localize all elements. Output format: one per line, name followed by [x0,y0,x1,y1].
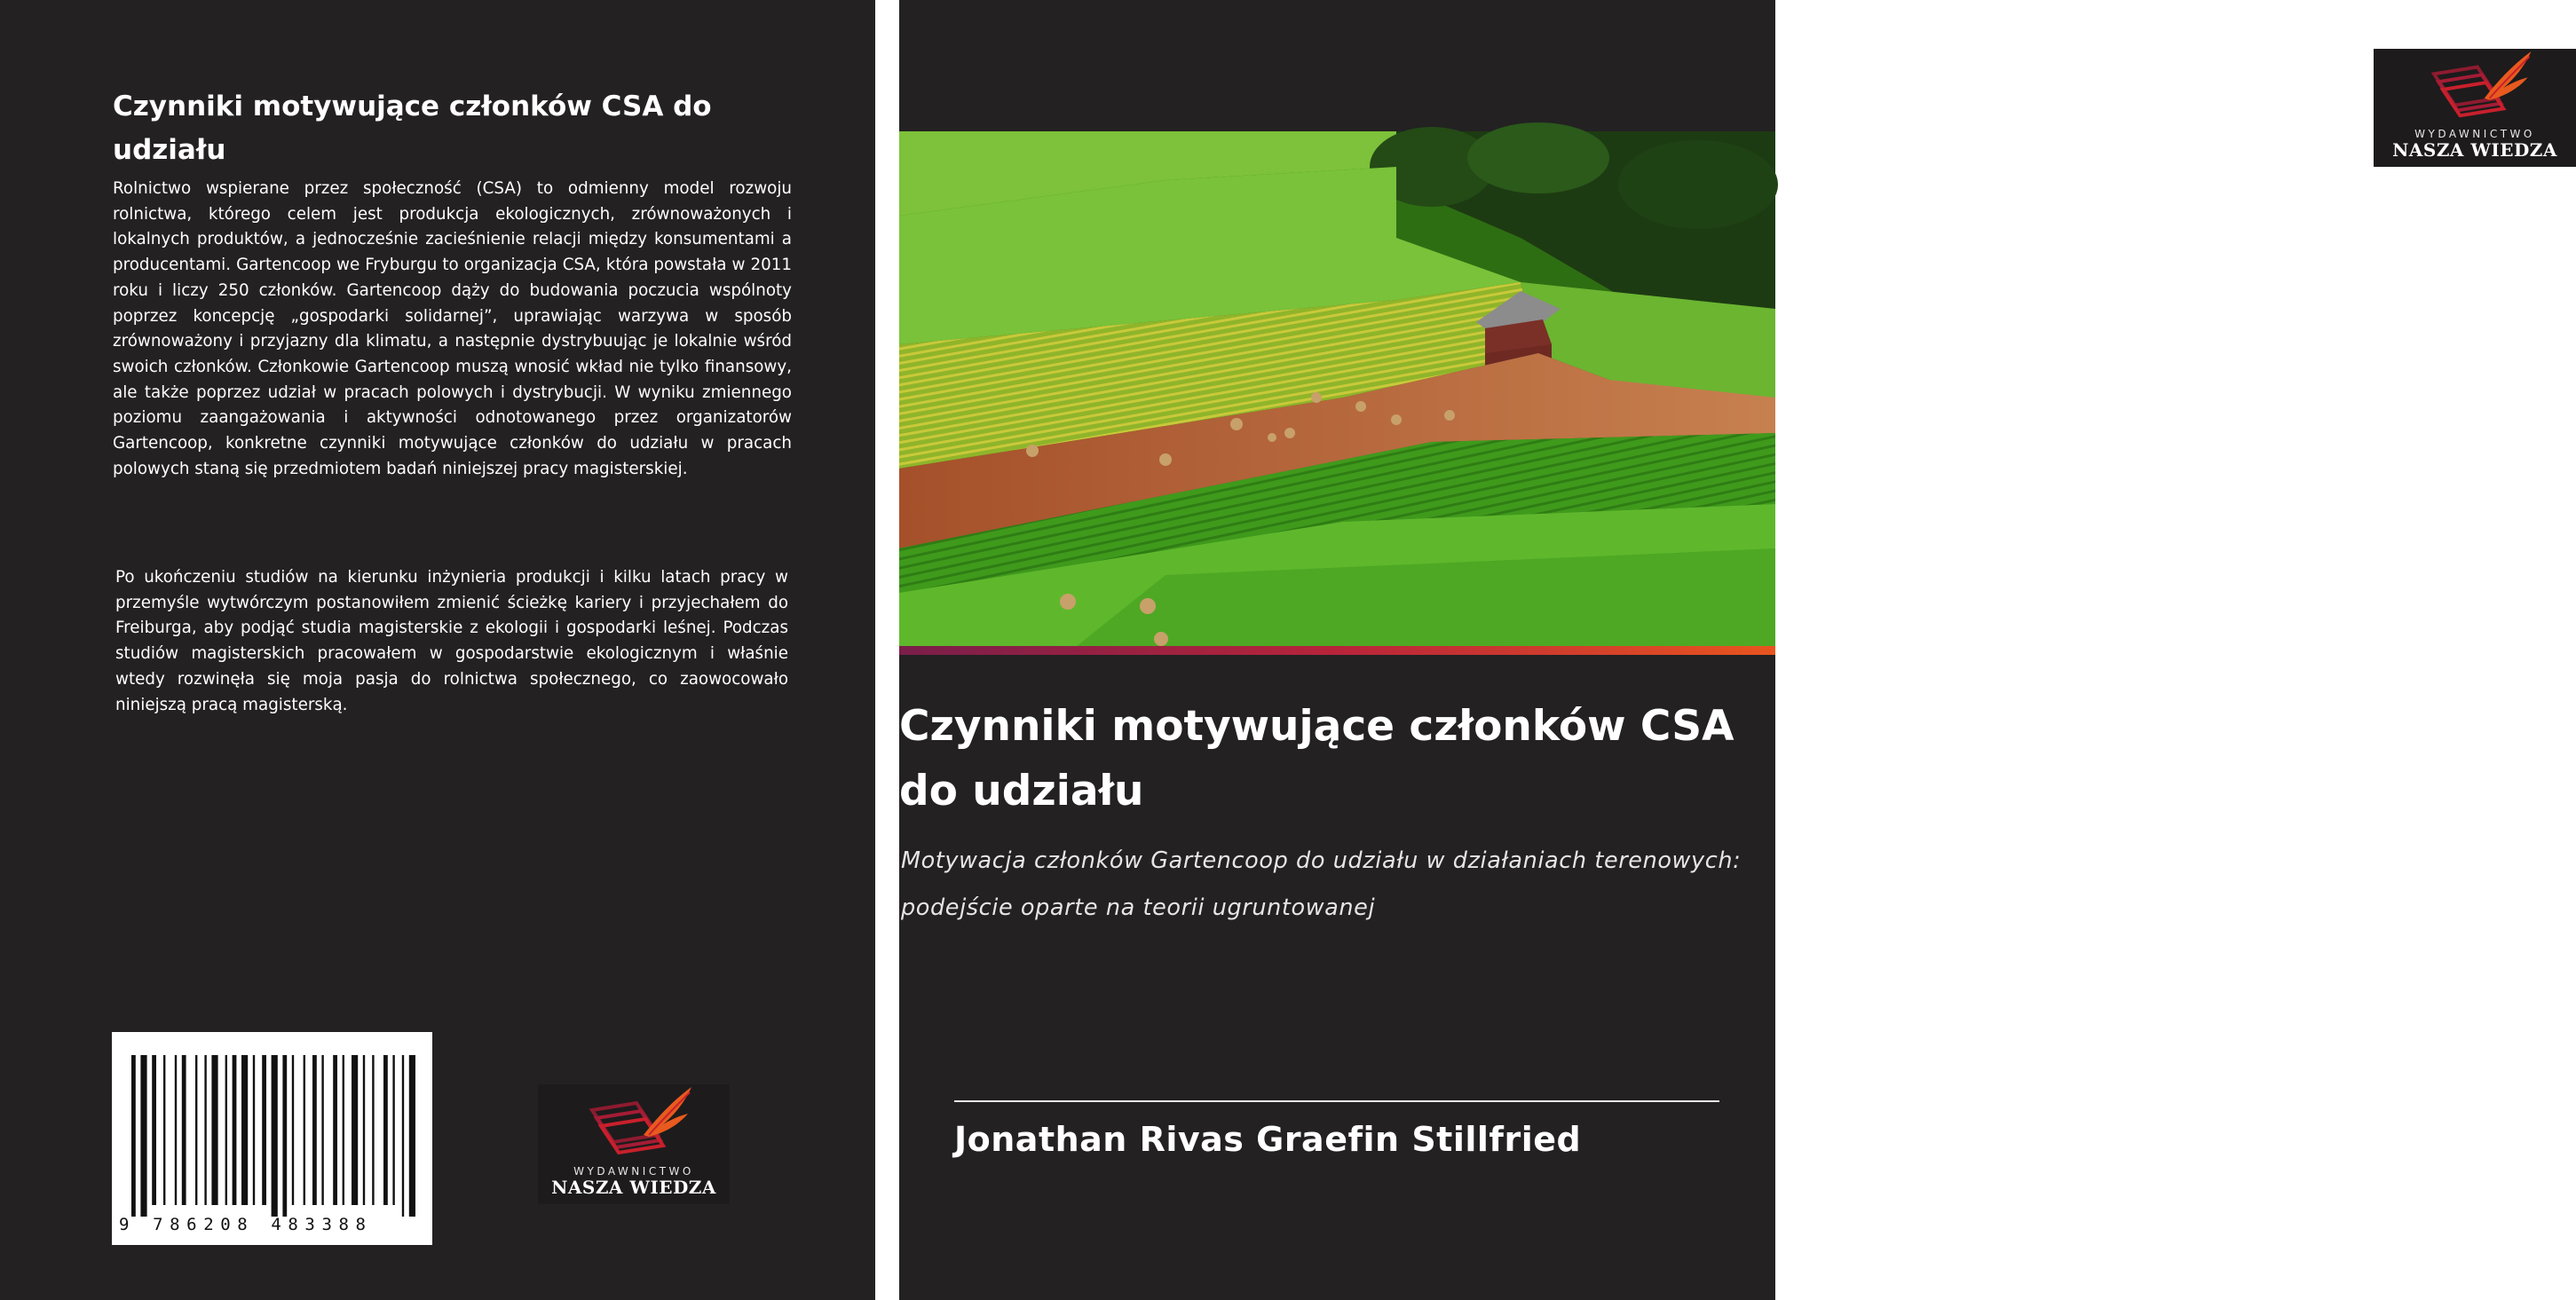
barcode-bar [253,1055,255,1205]
barcode-bar [140,1055,146,1217]
barcode-bar [363,1055,365,1205]
barcode-bar [163,1055,165,1205]
book-quill-icon [2408,48,2541,126]
barcode-bar [262,1055,266,1205]
barcode-bar [304,1055,305,1205]
barcode-bar [352,1055,358,1205]
barcode-bar [321,1055,323,1205]
cover-photo-farmland [899,131,1775,655]
barcode-bar [233,1055,237,1205]
barcode-bar [409,1055,415,1217]
barcode-bar [182,1055,186,1205]
barcode-bar [175,1055,177,1205]
publisher-label: WYDAWNICTWO [573,1165,694,1178]
book-quill-icon [567,1083,700,1163]
barcode-bar [292,1055,294,1205]
publisher-logo-back [538,1084,730,1204]
publisher-name: NASZA WIEDZA [2392,139,2557,161]
back-cover-title: Czynniki motywujące członków CSA do udziału [113,91,712,166]
barcode-bar [225,1055,227,1205]
publisher-name: NASZA WIEDZA [551,1177,716,1198]
back-cover [0,0,875,1300]
barcode-bar [282,1055,287,1217]
back-cover-blurb: Rolnictwo wspierane przez społeczność (CSA) to odmienny model rozwoju rolnictwa, którego celem jest produkcja ekologicznych, zrównoważonych i lokalnych produktów, a jednocześnie zacieśnienie relacji między konsumentami a producentami. Gartencoop we Fryburgu to organizacja CSA, która powstała w 2011 roku i liczy 250 członków. Gartencoop dąży do budowania poczucia wspólnoty poprzez koncepcję „gospodarki solidarnej”, uprawiając warzywa w sposób zrównoważony i przyjazny dla klimatu, a następnie dystrybuując je lokalnie wśród swoich członków. Członkowie Gartencoop muszą wnosić wkład nie tylko finansowy, ale także poprzez udział w pracach polowych i dystrybucji. W wyniku zmiennego poziomu zaangażowania i aktywności odnotowanego przez organizatorów Gartencoop, konkretne czynniki motywujące członków do udziału w pracach polowych staną się przedmiotem badań niniejszej pracy magisterskiej. [113,179,792,478]
barcode-bar [402,1055,404,1217]
front-cover [899,0,2557,1300]
publisher-logo-front [2374,49,2576,167]
barcode-bar [195,1055,197,1205]
author-divider [954,1100,1719,1102]
barcode-bars [112,1032,432,1245]
barcode-bar [383,1055,388,1205]
farmland-illustration [899,131,1775,655]
front-cover-title: Czynniki motywujące członków CSA do udziału [899,702,1734,815]
author-name: Jonathan Rivas Graefin Stillfried [954,1120,1582,1159]
barcode-bar [392,1055,394,1205]
author-bio: Po ukończeniu studiów na kierunku inżynieria produkcji i kilku latach pracy w przemyśle wytwórczym postanowiłem zmienić ścieżkę kariery i przyjechałem do Freiburga, aby podjąć studia magisterskie z ekologii i gospodarki leśnej. Podczas studiów magisterskich pracowałem w gospodarstwie ekologicznym i właśnie wtedy rozwinęła się moja pasja do rolnictwa społecznego, co zaowocowało niniejszą pracą magisterską. [115,568,788,714]
publisher-label: WYDAWNICTWO [2414,128,2535,140]
barcode-bar [152,1055,156,1205]
front-cover-subtitle: Motywacja członków Gartencoop do udziału w działaniach terenowych: podejście oparte na teorii ugruntowanej [901,847,1742,921]
barcode-bar [333,1055,337,1205]
barcode-bar [131,1055,136,1217]
barcode-bar [204,1055,206,1205]
isbn-number: 9 786208 483388 [119,1215,373,1234]
barcode-bar [343,1055,344,1205]
barcode-bar [211,1055,217,1205]
barcode-bar [272,1055,278,1217]
barcode-bar [241,1055,248,1205]
barcode-bar [372,1055,374,1205]
barcode-bar [312,1055,317,1205]
isbn-barcode [112,1032,432,1245]
